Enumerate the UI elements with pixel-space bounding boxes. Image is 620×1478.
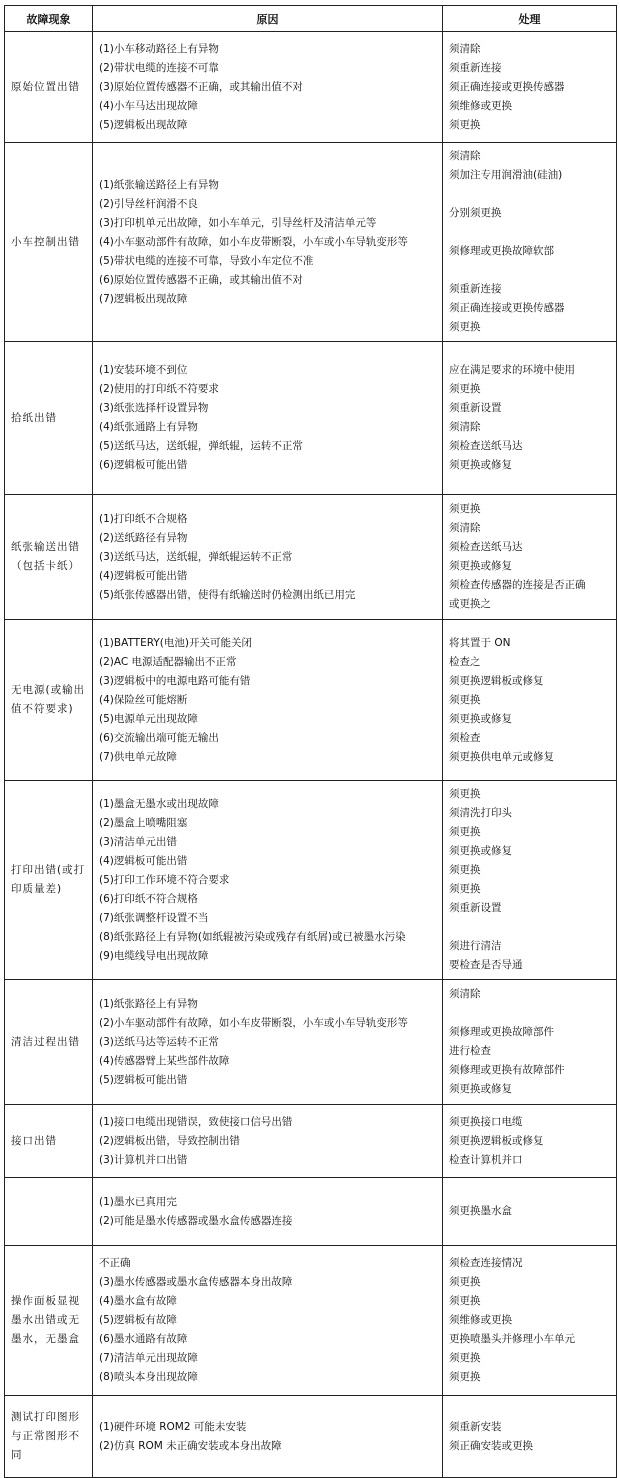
cause-line: (5)逻辑板出现故障 bbox=[99, 118, 188, 131]
cause-cell bbox=[93, 32, 443, 143]
cause-line: (3)送纸马达，送纸辊，弹纸辊运转不正常 bbox=[99, 550, 293, 563]
treatment-line: 检查计算机并口 bbox=[449, 1153, 523, 1166]
treatment-line: 须重新设置 bbox=[449, 402, 502, 414]
cause-line: (4)传感器臂上某些部件故障 bbox=[99, 1054, 230, 1067]
table-row bbox=[5, 1246, 617, 1396]
cause-line: (4)小车驱动部件有故障，如小车皮带断裂，小车或小车导轨变形等 bbox=[99, 235, 408, 248]
treatment-line bbox=[449, 1004, 610, 1023]
cause-line: (1)安装环境不到位 bbox=[99, 364, 188, 376]
treatment-line: 须检查 bbox=[449, 731, 481, 744]
cause-line: (7)供电单元故障 bbox=[99, 750, 177, 763]
treatment-line: 须重新连接 bbox=[449, 283, 502, 295]
treatment-line: 分别须更换 bbox=[449, 207, 502, 219]
treatment-line: 须更换 bbox=[449, 383, 481, 395]
cause-line: (3)墨水传感器或墨水盒传感器本身出故障 bbox=[99, 1276, 293, 1288]
treatment-line: 须正确连接或更换传感器 bbox=[449, 302, 565, 314]
treatment-line bbox=[449, 223, 610, 242]
cause-line: (3)打印机单元出故障，如小车单元，引导丝杆及清洁单元等 bbox=[99, 216, 377, 229]
cause-line: (2)使用的打印纸不符要求 bbox=[99, 383, 219, 395]
cause-line: (2)送纸路径有异物 bbox=[99, 531, 188, 544]
cause-line: (6)墨水通路有故障 bbox=[99, 1333, 188, 1345]
treatment-line: 须清除 bbox=[449, 150, 481, 162]
table-row bbox=[5, 495, 617, 620]
cause-line: (7)纸张调整杆设置不当 bbox=[99, 911, 209, 924]
cause-line: (3)计算机并口出错 bbox=[99, 1153, 188, 1166]
cause-line: (1)墨盒无墨水或出现故障 bbox=[99, 797, 219, 810]
header-row bbox=[5, 6, 617, 32]
cause-line: (2)带状电缆的连接不可靠 bbox=[99, 61, 219, 74]
cause-cell bbox=[93, 620, 443, 781]
cause-line: (5)逻辑板有故障 bbox=[99, 1314, 177, 1326]
treatment-line: 须检查传感器的连接是否正确 bbox=[449, 579, 586, 591]
symptom-cell: 测试打印图形与正常图形不同 bbox=[5, 1396, 93, 1478]
treatment-line: 须维修或更换 bbox=[449, 99, 512, 112]
treatment-line: 须清洗打印头 bbox=[449, 807, 512, 819]
treatment-line: 须清除 bbox=[449, 421, 481, 433]
symptom-cell: 打印出错(或打印质量差) bbox=[5, 781, 93, 980]
treatment-line bbox=[449, 918, 610, 937]
cause-line: (6)打印纸不符合规格 bbox=[99, 892, 198, 905]
cause-line: (4)小车马达出现故障 bbox=[99, 99, 198, 112]
cause-line: (3)送纸马达等运转不正常 bbox=[99, 1035, 219, 1048]
cause-cell bbox=[93, 1178, 443, 1246]
treatment-line: 须更换 bbox=[449, 788, 481, 800]
treatment-line: 须更换供电单元或修复 bbox=[449, 750, 554, 763]
cause-line: (4)纸张通路上有异物 bbox=[99, 421, 198, 433]
cause-line: (4)保险丝可能熔断 bbox=[99, 693, 188, 706]
treatment-line: 须更换 bbox=[449, 693, 481, 706]
treatment-line: 须清除 bbox=[449, 988, 481, 1000]
cause-line: (4)墨水盒有故障 bbox=[99, 1295, 177, 1307]
treatment-line: 须加注专用润滑油(硅油) bbox=[449, 169, 563, 181]
treatment-cell bbox=[443, 143, 617, 342]
cause-line: (1)硬件环境 ROM2 可能未安装 bbox=[99, 1420, 247, 1433]
symptom-cell: 原始位置出错 bbox=[5, 32, 93, 143]
treatment-cell bbox=[443, 1178, 617, 1246]
cause-line: (2)仿真 ROM 未正确安装或本身出故障 bbox=[99, 1439, 282, 1452]
table-row bbox=[5, 1178, 617, 1246]
treatment-line: 应在满足要求的环境中使用 bbox=[449, 364, 575, 376]
treatment-cell bbox=[443, 495, 617, 620]
cause-line: (2)墨盒上喷嘴阻塞 bbox=[99, 816, 188, 829]
cause-line: (1)接口电缆出现错误，致使接口信号出错 bbox=[99, 1115, 293, 1128]
treatment-line: 须更换 bbox=[449, 864, 481, 876]
cause-line: (1)纸张路径上有异物 bbox=[99, 997, 198, 1010]
cause-line: (5)送纸马达，送纸辊，弹纸辊，运转不正常 bbox=[99, 440, 303, 452]
treatment-line: 须检查送纸马达 bbox=[449, 541, 523, 553]
cause-line: (7)清洁单元出现故障 bbox=[99, 1352, 198, 1364]
cause-line: (4)逻辑板可能出错 bbox=[99, 569, 188, 582]
treatment-line: 须重新连接 bbox=[449, 61, 502, 74]
cause-line: (4)逻辑板可能出错 bbox=[99, 854, 188, 867]
cause-line: 不正确 bbox=[99, 1257, 131, 1269]
header-symptom: 故障现象 bbox=[5, 6, 93, 32]
cause-line: (3)纸张选择杆设置异物 bbox=[99, 402, 209, 414]
cause-cell bbox=[93, 342, 443, 495]
treatment-cell bbox=[443, 781, 617, 980]
treatment-line: 须更换 bbox=[449, 1352, 481, 1364]
treatment-line: 须进行清洁 bbox=[449, 940, 502, 952]
treatment-line: 须正确安装或更换 bbox=[449, 1439, 533, 1452]
treatment-line: 须清除 bbox=[449, 42, 481, 55]
cause-line: (5)电源单元出现故障 bbox=[99, 712, 198, 725]
cause-line: (2)可能是墨水传感器或墨水盒传感器连接 bbox=[99, 1214, 293, 1227]
cause-line: (2)小车驱动部件有故障，如小车皮带断裂，小车或小车导轨变形等 bbox=[99, 1016, 408, 1029]
cause-line: (1)纸张输送路径上有异物 bbox=[99, 178, 219, 191]
treatment-line: 须更换 bbox=[449, 503, 481, 515]
treatment-line: 检查之 bbox=[449, 655, 481, 668]
treatment-line: 须更换 bbox=[449, 826, 481, 838]
cause-line: (1)打印纸不合规格 bbox=[99, 512, 188, 525]
symptom-cell: 接口出错 bbox=[5, 1105, 93, 1178]
cause-line: (6)原始位置传感器不正确，或其输出值不对 bbox=[99, 273, 303, 286]
symptom-cell: 拾纸出错 bbox=[5, 342, 93, 495]
cause-line: (1)BATTERY(电池)开关可能关闭 bbox=[99, 636, 252, 649]
treatment-line: 须更换或修复 bbox=[449, 1083, 512, 1095]
treatment-line: 须检查连接情况 bbox=[449, 1257, 523, 1269]
cause-cell bbox=[93, 1396, 443, 1478]
cause-line: (2)逻辑板出错，导致控制出错 bbox=[99, 1134, 240, 1147]
header-treatment: 处理 bbox=[443, 6, 617, 32]
treatment-line: 须重新设置 bbox=[449, 902, 502, 914]
treatment-line: 须修理或更换故障部件 bbox=[449, 1026, 554, 1038]
treatment-cell bbox=[443, 32, 617, 143]
treatment-line: 须更换墨水盒 bbox=[449, 1205, 512, 1217]
treatment-line: 或更换之 bbox=[449, 598, 491, 610]
treatment-line: 须更换或修复 bbox=[449, 712, 512, 725]
symptom-cell: 纸张输送出错（包括卡纸） bbox=[5, 495, 93, 620]
treatment-cell bbox=[443, 980, 617, 1105]
treatment-line: 须清除 bbox=[449, 522, 481, 534]
treatment-line: 要检查是否导通 bbox=[449, 959, 523, 971]
treatment-cell bbox=[443, 342, 617, 495]
symptom-cell: 无电源(或输出值不符要求) bbox=[5, 620, 93, 781]
cause-line: (3)原始位置传感器不正确，或其输出值不对 bbox=[99, 80, 303, 93]
treatment-line: 须维修或更换 bbox=[449, 1314, 512, 1326]
table-row bbox=[5, 342, 617, 495]
symptom-cell: 清洁过程出错 bbox=[5, 980, 93, 1105]
cause-line: (1)墨水已真用完 bbox=[99, 1195, 177, 1208]
table-row bbox=[5, 620, 617, 781]
cause-line: (5)逻辑板可能出错 bbox=[99, 1073, 188, 1086]
cause-cell bbox=[93, 143, 443, 342]
treatment-line: 须检查送纸马达 bbox=[449, 440, 523, 452]
treatment-line: 须更换 bbox=[449, 883, 481, 895]
cause-line: (6)交流输出端可能无输出 bbox=[99, 731, 219, 744]
treatment-line: 须更换 bbox=[449, 1295, 481, 1307]
cause-line: (2)AC 电源适配器输出不正常 bbox=[99, 655, 237, 668]
treatment-line bbox=[449, 185, 610, 204]
treatment-line: 须更换或修复 bbox=[449, 845, 512, 857]
treatment-line bbox=[449, 261, 610, 280]
treatment-cell bbox=[443, 1105, 617, 1178]
treatment-line: 更换喷墨头并修理小车单元 bbox=[449, 1333, 575, 1345]
cause-line: (7)逻辑板出现故障 bbox=[99, 292, 188, 305]
table-row bbox=[5, 1396, 617, 1478]
cause-cell bbox=[93, 980, 443, 1105]
cause-line: (8)喷头本身出现故障 bbox=[99, 1371, 198, 1383]
treatment-line: 须更换逻辑板或修复 bbox=[449, 1134, 544, 1147]
cause-cell bbox=[93, 495, 443, 620]
treatment-line: 须更换 bbox=[449, 118, 481, 131]
treatment-line: 须重新安装 bbox=[449, 1420, 502, 1433]
table-row bbox=[5, 1105, 617, 1178]
table-row bbox=[5, 980, 617, 1105]
symptom-cell: 操作面板显视墨水出错或无墨水，无墨盒 bbox=[5, 1246, 93, 1396]
treatment-line: 将其置于 ON bbox=[449, 636, 511, 649]
treatment-line: 须修理或更换故障软部 bbox=[449, 245, 554, 257]
treatment-line: 须修理或更换有故障部件 bbox=[449, 1064, 565, 1076]
treatment-line: 须更换逻辑板或修复 bbox=[449, 674, 544, 687]
treatment-line: 须更换或修复 bbox=[449, 459, 512, 471]
treatment-line: 须更换 bbox=[449, 1276, 481, 1288]
table-row bbox=[5, 781, 617, 980]
treatment-line: 须正确连接或更换传感器 bbox=[449, 80, 565, 93]
cause-line: (5)纸张传感器出错，使得有纸输送时仍检测出纸已用完 bbox=[99, 588, 356, 601]
cause-cell bbox=[93, 1105, 443, 1178]
treatment-line: 须更换 bbox=[449, 321, 481, 333]
treatment-line: 须更换 bbox=[449, 1371, 481, 1383]
cause-line: (2)引导丝杆润滑不良 bbox=[99, 197, 198, 210]
treatment-line: 进行检查 bbox=[449, 1045, 491, 1057]
table-row bbox=[5, 32, 617, 143]
cause-line: (3)逻辑板中的电源电路可能有错 bbox=[99, 674, 251, 687]
symptom-cell: 小车控制出错 bbox=[5, 143, 93, 342]
treatment-cell bbox=[443, 1396, 617, 1478]
table-row bbox=[5, 143, 617, 342]
cause-line: (5)带状电缆的连接不可靠，导致小车定位不准 bbox=[99, 254, 314, 267]
treatment-line: 须更换接口电缆 bbox=[449, 1115, 523, 1128]
cause-line: (1)小车移动路径上有异物 bbox=[99, 42, 219, 55]
cause-cell bbox=[93, 1246, 443, 1396]
treatment-cell bbox=[443, 620, 617, 781]
treatment-cell bbox=[443, 1246, 617, 1396]
treatment-line: 须更换或修复 bbox=[449, 560, 512, 572]
cause-cell bbox=[93, 781, 443, 980]
cause-line: (8)纸张路径上有异物(如纸辊被污染或残存有纸屑)或已被墨水污染 bbox=[99, 930, 406, 943]
fault-table bbox=[4, 5, 617, 1478]
symptom-cell bbox=[5, 1178, 93, 1246]
cause-line: (9)电缆线导电出现故障 bbox=[99, 949, 209, 962]
cause-line: (6)逻辑板可能出错 bbox=[99, 459, 188, 471]
cause-line: (5)打印工作环境不符合要求 bbox=[99, 873, 230, 886]
cause-line: (3)清洁单元出错 bbox=[99, 835, 177, 848]
header-cause: 原因 bbox=[93, 6, 443, 32]
